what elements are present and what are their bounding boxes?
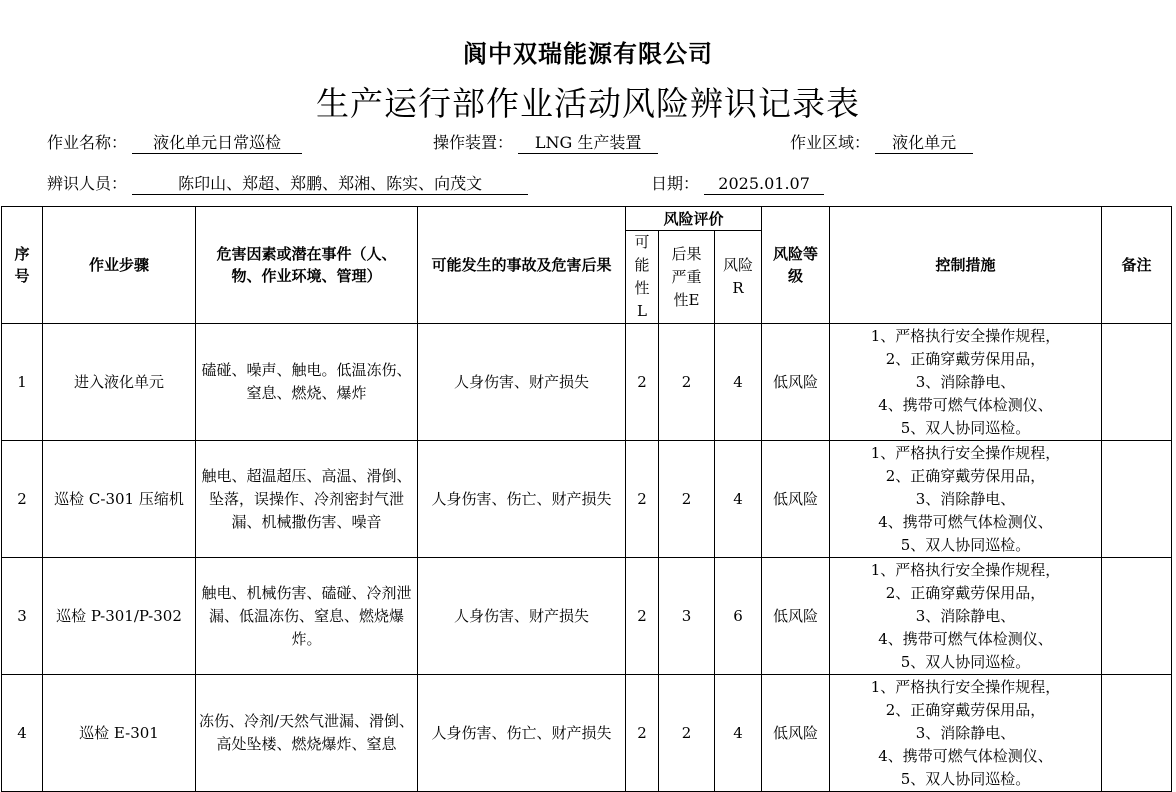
date-label: 日期：: [651, 174, 700, 193]
header-level: 风险等级: [762, 207, 830, 324]
measure-line: 2、正确穿戴劳保用品，: [885, 700, 1046, 719]
row-remark: [1102, 558, 1172, 675]
row-hazard: 触电、机械伤害、磕碰、冷剂泄漏、低温冻伤、窒息、燃烧爆炸。: [196, 558, 418, 675]
row-step: 巡检 E-301: [43, 675, 196, 792]
measure-line: 1、严格执行安全操作规程，: [870, 326, 1061, 345]
measure-line: 3、消除静电、: [915, 723, 1016, 742]
row-level: 低风险: [762, 675, 830, 792]
measure-line: 1、严格执行安全操作规程，: [870, 443, 1061, 462]
row-level: 低风险: [762, 324, 830, 441]
personnel-label: 辨识人员：: [47, 174, 128, 193]
device-field: [433, 130, 658, 154]
document-title: 生产运行部作业活动风险辨识记录表: [316, 84, 860, 123]
measure-line: 2、正确穿戴劳保用品，: [885, 349, 1046, 368]
row-likelihood: 2: [626, 675, 659, 792]
header-step: 作业步骤: [43, 207, 196, 324]
area-label: 作业区域：: [790, 133, 871, 152]
measure-line: 2、正确穿戴劳保用品，: [885, 466, 1046, 485]
row-likelihood: 2: [626, 441, 659, 558]
table-row: [2, 558, 1172, 675]
header-hazard: 危害因素或潜在事件（人、物、作业环境、管理）: [196, 207, 418, 324]
row-risk: 4: [715, 324, 762, 441]
row-likelihood: 2: [626, 558, 659, 675]
area-value: 液化单元: [875, 134, 973, 154]
header-consequence: 可能发生的事故及危害后果: [418, 207, 626, 324]
personnel-value: 陈印山、郑超、郑鹏、郑湘、陈实、向茂文: [132, 175, 528, 195]
row-severity: 2: [659, 324, 715, 441]
row-seq: 4: [2, 675, 43, 792]
task-name-value: 液化单元日常巡检: [132, 134, 302, 154]
header-risk-r: 风险R: [715, 231, 762, 324]
row-seq: 2: [2, 441, 43, 558]
measure-line: 2、正确穿戴劳保用品，: [885, 583, 1046, 602]
measure-line: 5、双人协同巡检。: [900, 535, 1031, 554]
measure-line: 1、严格执行安全操作规程，: [870, 677, 1061, 696]
date-value: 2025.01.07: [704, 175, 824, 195]
header-row-1: [2, 207, 1172, 231]
measure-line: 4、携带可燃气体检测仪、: [878, 629, 1053, 648]
header-risk-eval: 风险评价: [626, 207, 762, 231]
task-name-field: [47, 130, 302, 154]
row-severity: 3: [659, 558, 715, 675]
row-level: 低风险: [762, 558, 830, 675]
header-likelihood: 可能性L: [626, 231, 659, 324]
row-consequence: 人身伤害、财产损失: [418, 558, 626, 675]
row-hazard: 冻伤、冷剂/天然气泄漏、滑倒、高处坠楼、燃烧爆炸、窒息: [196, 675, 418, 792]
row-measures: [830, 324, 1102, 441]
row-hazard: 磕碰、噪声、触电。低温冻伤、窒息、燃烧、爆炸: [196, 324, 418, 441]
company-name: 阆中双瑞能源有限公司: [463, 40, 713, 68]
risk-table: [1, 206, 1172, 792]
row-step: 进入液化单元: [43, 324, 196, 441]
row-consequence: 人身伤害、伤亡、财产损失: [418, 675, 626, 792]
measure-line: 1、严格执行安全操作规程，: [870, 560, 1061, 579]
measure-line: 5、双人协同巡检。: [900, 652, 1031, 671]
measure-line: 4、携带可燃气体检测仪、: [878, 746, 1053, 765]
date-field: [651, 171, 824, 195]
row-level: 低风险: [762, 441, 830, 558]
row-measures: [830, 675, 1102, 792]
measure-line: 3、消除静电、: [915, 372, 1016, 391]
area-field: [790, 130, 973, 154]
table-row: [2, 675, 1172, 792]
measure-line: 4、携带可燃气体检测仪、: [878, 512, 1053, 531]
measure-line: 5、双人协同巡检。: [900, 769, 1031, 788]
measure-line: 5、双人协同巡检。: [900, 418, 1031, 437]
measure-line: 3、消除静电、: [915, 489, 1016, 508]
row-step: 巡检 C-301 压缩机: [43, 441, 196, 558]
row-step: 巡检 P-301/P-302: [43, 558, 196, 675]
row-measures: [830, 558, 1102, 675]
row-remark: [1102, 675, 1172, 792]
measure-line: 3、消除静电、: [915, 606, 1016, 625]
header-severity: 后果严重性E: [659, 231, 715, 324]
row-consequence: 人身伤害、伤亡、财产损失: [418, 441, 626, 558]
row-seq: 1: [2, 324, 43, 441]
row-remark: [1102, 441, 1172, 558]
device-value: LNG 生产装置: [518, 134, 658, 154]
row-measures: [830, 441, 1102, 558]
row-consequence: 人身伤害、财产损失: [418, 324, 626, 441]
row-risk: 4: [715, 441, 762, 558]
header-remark: 备注: [1102, 207, 1172, 324]
row-risk: 6: [715, 558, 762, 675]
row-severity: 2: [659, 441, 715, 558]
header-seq: 序号: [2, 207, 43, 324]
task-name-label: 作业名称：: [47, 133, 128, 152]
table-row: [2, 324, 1172, 441]
table-row: [2, 441, 1172, 558]
row-seq: 3: [2, 558, 43, 675]
personnel-field: [47, 171, 528, 195]
device-label: 操作装置：: [433, 133, 514, 152]
measure-line: 4、携带可燃气体检测仪、: [878, 395, 1053, 414]
header-measures: 控制措施: [830, 207, 1102, 324]
row-remark: [1102, 324, 1172, 441]
row-risk: 4: [715, 675, 762, 792]
row-hazard: 触电、超温超压、高温、滑倒、坠落，误操作、冷剂密封气泄漏、机械撒伤害、噪音: [196, 441, 418, 558]
row-severity: 2: [659, 675, 715, 792]
row-likelihood: 2: [626, 324, 659, 441]
